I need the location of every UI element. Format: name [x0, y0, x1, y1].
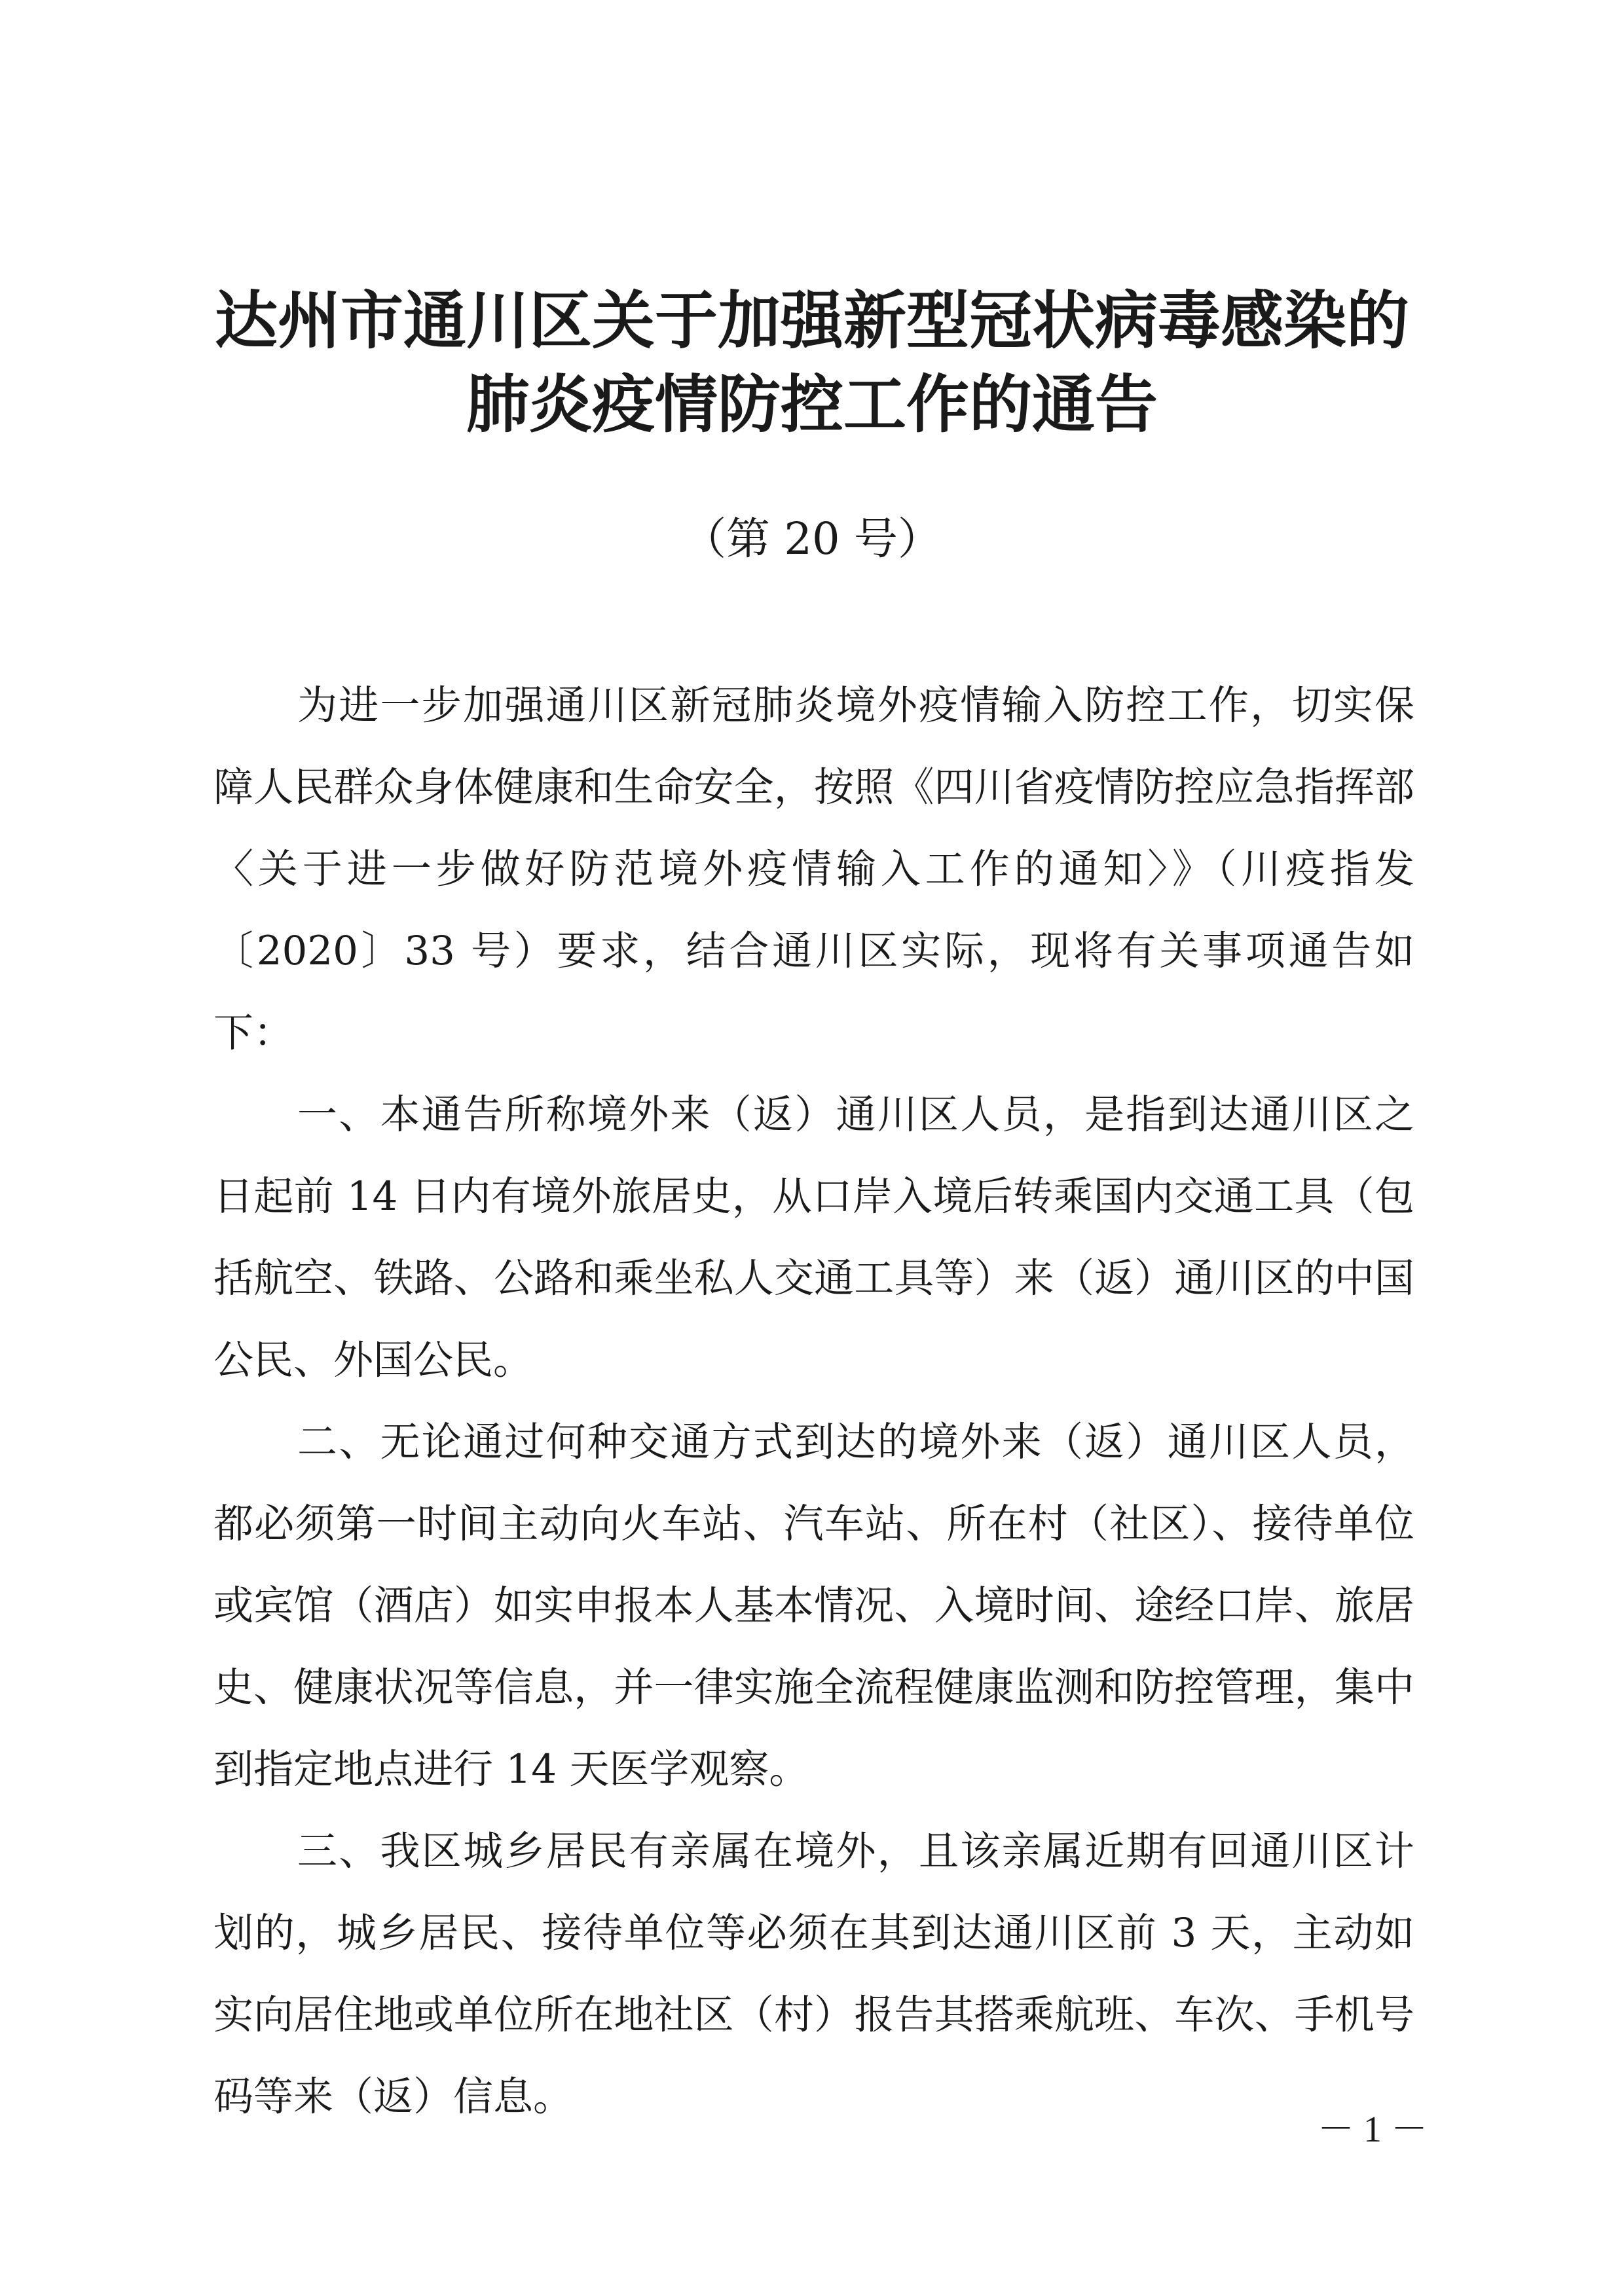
paragraph-item-2: 二、无论通过何种交通方式到达的境外来（返）通川区人员，都必须第一时间主动向火车站、汽车站、所在村（社区）、接待单位或宾馆（酒店）如实申报本人基本情况、入境时间、途经口岸、旅居史、健康状况等信息，并一律实施全流程健康监测和防控管理，集中到指定地点进行 14 天医学观察。: [213, 1419, 1414, 1793]
paragraph-item-3: 三、我区城乡居民有亲属在境外，且该亲属近期有回通川区计划的，城乡居民、接待单位等必须在其到达通川区前 3 天，主动如实向居住地或单位所在地社区（村）报告其搭乘航班、车次、手机号码等来（返）信息。: [213, 1828, 1414, 2120]
document-title-line-1: 达州市通川区关于加强新型冠状病毒感染的: [215, 283, 1409, 357]
paragraph-item-1: 一、本通告所称境外来（返）通川区人员，是指到达通川区之日起前 14 日内有境外旅居史，从口岸入境后转乘国内交通工具（包括航空、铁路、公路和乘坐私人交通工具等）来（返）通川区的中国公民、外国公民。: [213, 1091, 1414, 1383]
document-number: （第 20 号）: [682, 513, 942, 564]
page-number: － 1 －: [1318, 2109, 1428, 2150]
document-title-line-2: 肺炎疫情防控工作的通告: [466, 367, 1158, 441]
paragraph-intro: 为进一步加强通川区新冠肺炎境外疫情输入防控工作，切实保障人民群众身体健康和生命安全，按照《四川省疫情防控应急指挥部〈关于进一步做好防范境外疫情输入工作的通知〉》（川疫指发〔2020〕33 号）要求，结合通川区实际，现将有关事项通告如下：: [213, 682, 1414, 1056]
document-body: [213, 665, 1414, 2138]
